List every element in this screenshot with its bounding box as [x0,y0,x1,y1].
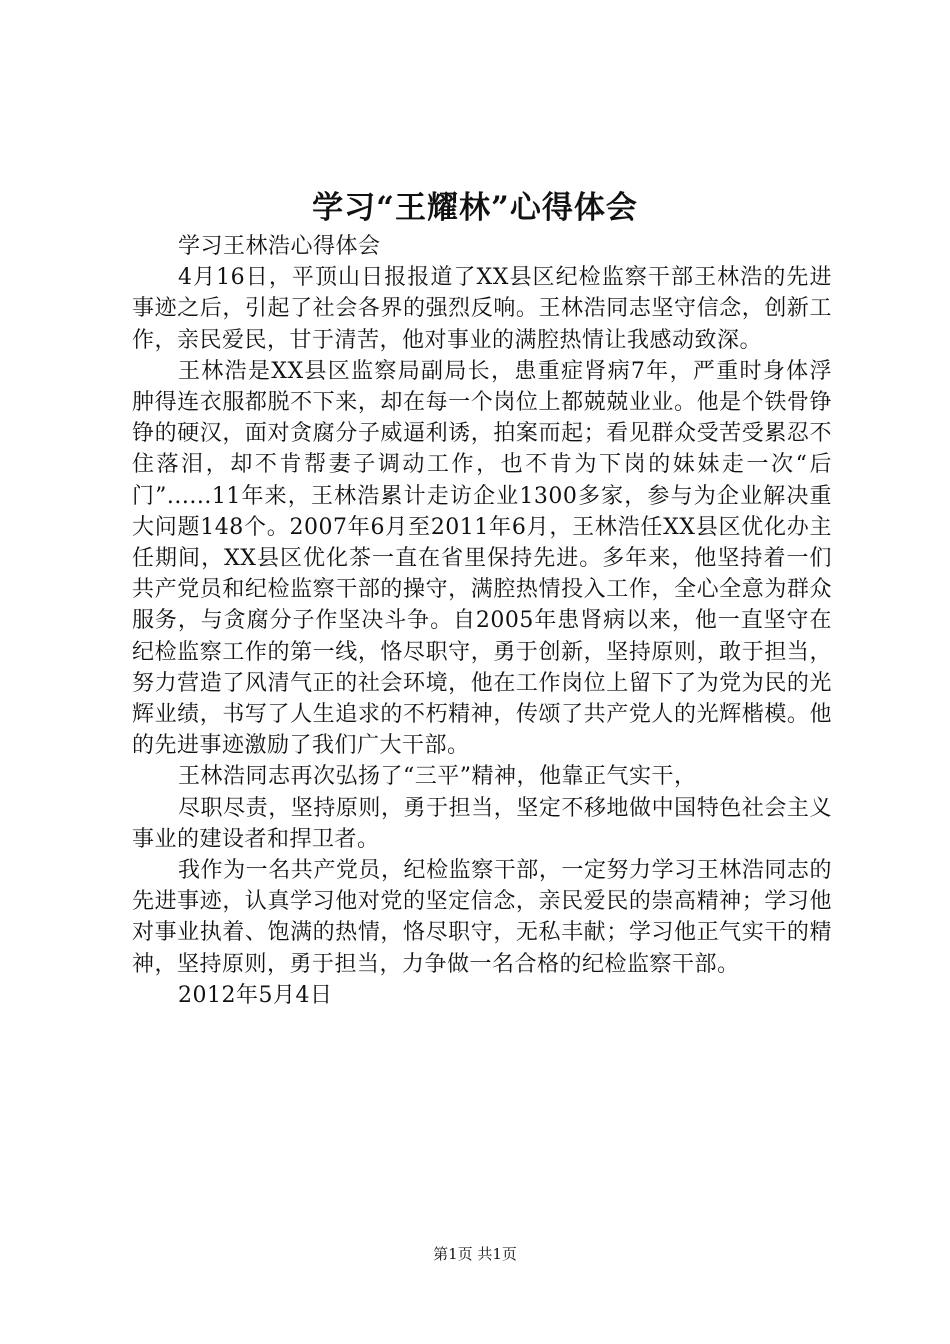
page-footer: 第1页 共1页 [433,1245,517,1263]
paragraph-resolution: 我作为一名共产党员，纪检监察干部，一定努力学习王林浩同志的先进事迹，认真学习他对党的坚定信念，亲民爱民的崇高精神；学习他对事业执着、饱满的热情，恪尽职守，无私丰献；学习他正气实干的精神，坚持原则，勇于担当，力争做一名合格的纪检监察干部。 [132,858,832,977]
document-title: 学习“王耀林”心得体会 [312,190,638,226]
paragraph-deeds: 王林浩是XX县区监察局副局长，患重症肾病7年，严重时身体浮肿得连衣服都脱不下来，却在每一个岗位上都兢兢业业。他是个铁骨铮铮的硬汉，面对贪腐分子威逼利诱，拍案而起；看见群众受苦受累忍不住落泪，却不肯帮妻子调动工作，也不肯为下岗的妹妹走一次“后门”......11年来，王林浩累计走访企业1300多家，参与为企业解决重大问题148个。2007年6月至2011年6月，王林浩任XX县区优化办主任期间，XX县区优化茶一直在省里保持先进。多年来，他坚持着一们共产党员和纪检监察干部的操守，满腔热情投入工作，全心全意为群众服务，与贪腐分子作坚决斗争。自2005年患肾病以来，他一直坚守在纪检监察工作的第一线，恪尽职守，勇于创新，坚持原则，敢于担当，努力营造了风清气正的社会环境，他在工作岗位上留下了为党为民的光辉业绩，书写了人生追求的不朽精神，传颂了共产党人的光辉楷模。他的先进事迹激励了我们广大干部。 [132,358,832,759]
paragraph-spirit: 王林浩同志再次弘扬了“三平”精神，他靠正气实干， [178,764,697,790]
paragraph-date: 2012年5月4日 [178,982,333,1008]
document-body [132,231,832,1011]
paragraph-spirit-continued: 尽职尽责，坚持原则，勇于担当，坚定不移地做中国特色社会主义事业的建设者和捍卫者。 [132,795,832,852]
paragraph-subtitle: 学习王林浩心得体会 [178,234,381,259]
paragraph-intro: 4月16日，平顶山日报报道了XX县区纪检监察干部王林浩的先进事迹之后，引起了社会各界的强烈反响。王林浩同志坚守信念，创新工作，亲民爱民，甘于清苦，他对事业的满腔热情让我感动致深。 [132,265,832,353]
